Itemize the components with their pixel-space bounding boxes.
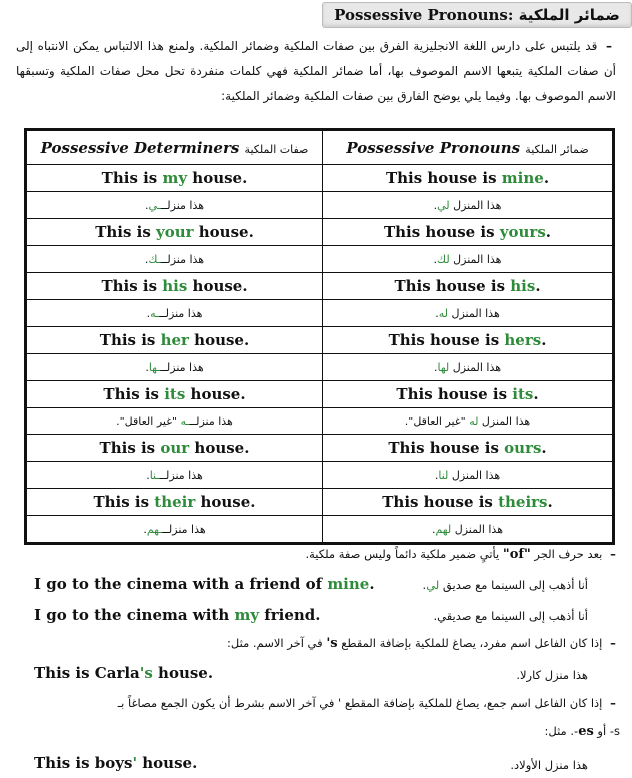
header-pronouns	[323, 130, 614, 165]
example-my-ar: أنا أذهب إلى السينما مع صديقي.	[433, 609, 588, 623]
table-row-arabic	[26, 462, 614, 489]
example-carla: This is Carla's house.	[34, 664, 214, 682]
header-determiners-ar: صفات الملكية	[244, 142, 309, 156]
determiner-sentence: This is my house.	[26, 165, 323, 192]
pronoun-sentence: This house is theirs.	[323, 489, 614, 516]
title-bar	[322, 2, 632, 28]
title-english: Possessive Pronouns:	[334, 6, 514, 24]
determiner-translation: هذا منزلـــك.	[26, 246, 323, 273]
determiner-sentence: This is his house.	[26, 273, 323, 300]
determiner-translation: هذا منزلـــه "غير العاقل".	[26, 408, 323, 435]
determiner-sentence: This is their house.	[26, 489, 323, 516]
table-header-row	[26, 130, 614, 165]
intro-text: قد يلتبس على دارس اللغة الانجليزية الفرق بين صفات الملكية وضمائر الملكية. ولمنع هذا الالتباس يمكن الانتباه إلى أن صفات الملكية يتبعها الاسم الموصوف بها، أما ضمائر الملكية فهي كلمات منفردة تحل محل صفات الملكية وتسبقها الاسم الموصوف بها. وفيما يلي يوضح الفارق بين صفات الملكية وضمائر الملكية:	[16, 39, 616, 103]
note-of: – بعد حرف الجر "of" يأتيِ ضمير ملكية دائماً وليس صفة ملكية.	[30, 547, 620, 562]
note-singular: – إذا كان الفاعل اسم مفرد، يصاغ للملكية بإضافة المقطع 's في آخر الاسم. مثل:	[30, 636, 620, 651]
table-row-arabic	[26, 408, 614, 435]
pronoun-word: yours	[499, 223, 546, 241]
table-row-arabic	[26, 300, 614, 327]
determiner-sentence: This is its house.	[26, 381, 323, 408]
determiner-translation: هذا منزلـــهم.	[26, 516, 323, 544]
bullet-dash-icon: –	[610, 547, 616, 561]
bullet-dash-icon: –	[610, 636, 616, 650]
table-row	[26, 381, 614, 408]
determiner-sentence: This is our house.	[26, 435, 323, 462]
table-row	[26, 489, 614, 516]
table-row-arabic	[26, 516, 614, 544]
example-my: I go to the cinema with my friend.	[34, 606, 321, 624]
table-row	[26, 435, 614, 462]
example-boys: This is boys' house.	[34, 754, 198, 772]
determiner-sentence: This is her house.	[26, 327, 323, 354]
note-plural-line2: s- أو es-. مثل:	[544, 724, 620, 739]
determiner-word: their	[154, 493, 196, 511]
table-row	[26, 273, 614, 300]
table-row-arabic	[26, 246, 614, 273]
pronoun-word: mine	[501, 169, 544, 187]
determiner-translation: هذا منزلـــي.	[26, 192, 323, 219]
possessive-table	[24, 128, 615, 545]
header-determiners-en: Possessive Determiners	[40, 138, 240, 157]
bullet-dash-icon: –	[606, 39, 613, 53]
note-of-keyword: "of"	[502, 547, 531, 562]
pronoun-translation: هذا المنزل لهم.	[323, 516, 614, 544]
example-carla-ar: هذا منزل كارلا.	[516, 668, 588, 682]
determiner-word: its	[164, 385, 186, 403]
header-pronouns-en: Possessive Pronouns	[346, 138, 521, 157]
pronoun-translation: هذا المنزل له.	[323, 300, 614, 327]
determiner-word: his	[162, 277, 188, 295]
pronoun-translation: هذا المنزل لها.	[323, 354, 614, 381]
pronoun-word: theirs	[498, 493, 548, 511]
example-mine: I go to the cinema with a friend of mine.	[34, 575, 375, 593]
determiner-sentence: This is your house.	[26, 219, 323, 246]
pronoun-word: its	[512, 385, 534, 403]
determiner-translation: هذا منزلـــنا.	[26, 462, 323, 489]
pronoun-sentence: This house is ours.	[323, 435, 614, 462]
determiner-word: your	[156, 223, 194, 241]
pronoun-word: his	[510, 277, 536, 295]
table-row-arabic	[26, 192, 614, 219]
determiner-translation: هذا منزلـــها.	[26, 354, 323, 381]
pronoun-sentence: This house is mine.	[323, 165, 614, 192]
pronoun-translation: هذا المنزل لك.	[323, 246, 614, 273]
determiner-word: my	[162, 169, 188, 187]
header-pronouns-ar: ضمائر الملكية	[525, 142, 589, 156]
table-row	[26, 327, 614, 354]
determiner-word: our	[160, 439, 190, 457]
intro-paragraph	[16, 34, 616, 109]
pronoun-sentence: This house is its.	[323, 381, 614, 408]
title-arabic: ضمائر الملكية	[518, 6, 620, 24]
note-plural: – إذا كان الفاعل اسم جمع، يصاغ للملكية بإضافة المقطع ' في آخر الاسم بشرط أن يكون الجمع مصاغاً بـ	[30, 696, 620, 710]
determiner-word: her	[160, 331, 189, 349]
pronoun-translation: هذا المنزل لنا.	[323, 462, 614, 489]
table-row-arabic	[26, 354, 614, 381]
example-boys-ar: هذا منزل الأولاد.	[510, 758, 588, 772]
pronoun-sentence: This house is hers.	[323, 327, 614, 354]
pronoun-translation: هذا المنزل لي.	[323, 192, 614, 219]
pronoun-word: ours	[504, 439, 542, 457]
example-mine-ar: أنا أذهب إلى السينما مع صديق لي.	[422, 578, 588, 592]
table-row	[26, 165, 614, 192]
pronoun-sentence: This house is his.	[323, 273, 614, 300]
bullet-dash-icon: –	[610, 696, 616, 710]
determiner-translation: هذا منزلـــه.	[26, 300, 323, 327]
pronoun-word: hers	[504, 331, 542, 349]
pronoun-translation: هذا المنزل له "غير العاقل".	[323, 408, 614, 435]
table-row	[26, 219, 614, 246]
pronoun-sentence: This house is yours.	[323, 219, 614, 246]
header-determiners	[26, 130, 323, 165]
